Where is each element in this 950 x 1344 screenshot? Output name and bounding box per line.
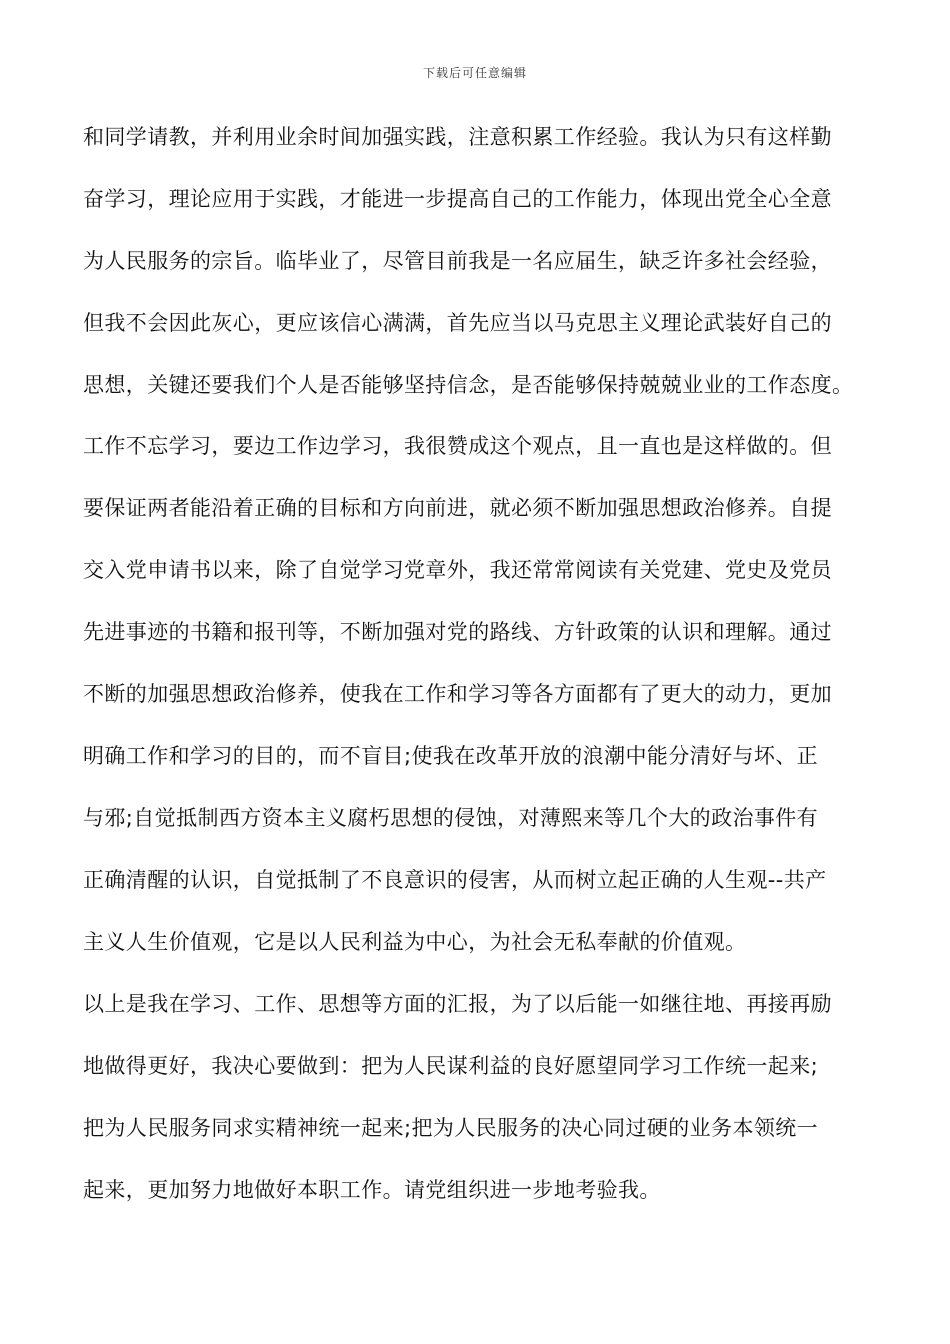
text-line: 为人民服务的宗旨。临毕业了，尽管目前我是一名应届生，缺乏许多社会经验， xyxy=(83,249,832,273)
text-line: 和同学请教，并利用业余时间加强实践，注意积累工作经验。我认为只有这样勤 xyxy=(83,125,832,149)
text-line: 与邪;自觉抵制西方资本主义腐朽思想的侵蚀，对薄熙来等几个大的政治事件有 xyxy=(83,806,819,830)
page-header: 下载后可任意编辑 xyxy=(422,66,527,80)
text-line: 交入党申请书以来，除了自觉学习党章外，我还常常阅读有关党建、党史及党员 xyxy=(83,558,832,582)
text-line: 但我不会因此灰心，更应该信心满满，首先应当以马克思主义理论武装好自己的 xyxy=(83,311,832,335)
text-line: 起来，更加努力地做好本职工作。请党组织进一步地考验我。 xyxy=(83,1178,661,1202)
text-line: 奋学习，理论应用于实践，才能进一步提高自己的工作能力，体现出党全心全意 xyxy=(83,187,832,211)
text-line: 工作不忘学习，要边工作边学习，我很赞成这个观点，且一直也是这样做的。但 xyxy=(83,434,832,458)
text-line: 以上是我在学习、工作、思想等方面的汇报，为了以后能一如继往地、再接再励 xyxy=(83,992,832,1016)
text-line: 明确工作和学习的目的，而不盲目;使我在改革开放的浪潮中能分清好与坏、正 xyxy=(83,744,819,768)
text-line: 正确清醒的认识，自觉抵制了不良意识的侵害，从而树立起正确的人生观--共产 xyxy=(83,868,827,892)
text-line: 要保证两者能沿着正确的目标和方向前进，就必须不断加强思想政治修养。自提 xyxy=(83,496,832,520)
text-line: 主义人生价值观，它是以人民利益为中心，为社会无私奉献的价值观。 xyxy=(83,930,747,954)
text-line: 地做得更好，我决心要做到：把为人民谋利益的良好愿望同学习工作统一起来; xyxy=(83,1054,819,1078)
text-line: 先进事迹的书籍和报刊等，不断加强对党的路线、方针政策的认识和理解。通过 xyxy=(83,620,832,644)
text-line: 不断的加强思想政治修养，使我在工作和学习等各方面都有了更大的动力，更加 xyxy=(83,682,832,706)
text-line: 思想，关键还要我们个人是否能够坚持信念，是否能够保持兢兢业业的工作态度。 xyxy=(83,373,854,397)
text-line: 把为人民服务同求实精神统一起来;把为人民服务的决心同过硬的业务本领统一 xyxy=(83,1116,819,1140)
